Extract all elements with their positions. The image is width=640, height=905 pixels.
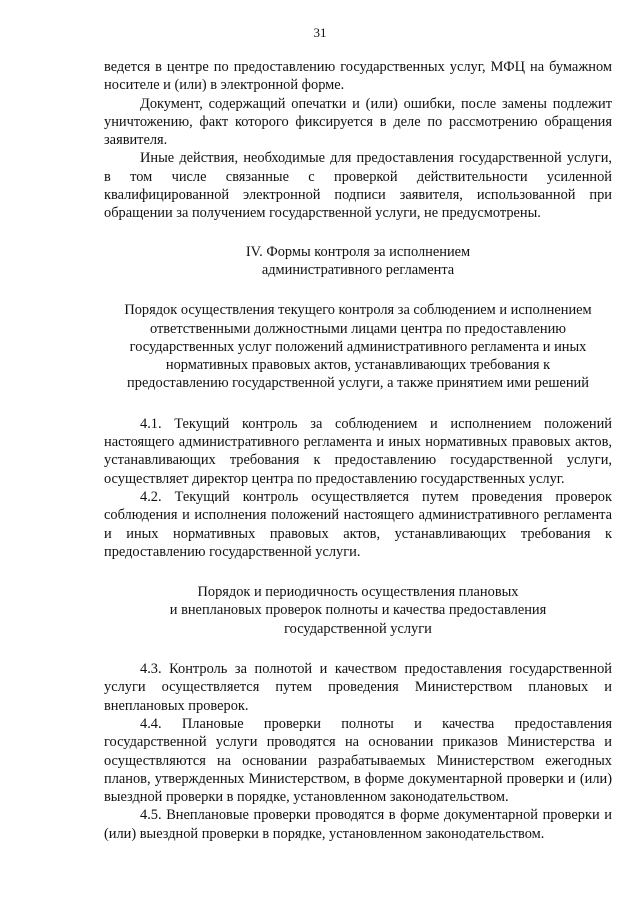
paragraph-4-1: 4.1. Текущий контроль за соблюдением и исполнением положений настоящего административного регламента и иных нормативных правовых актов, устанавливающих требования к предоставлению государственной услуги, осуществляет директор центра по предоставлению государственных услуг. (104, 415, 612, 487)
subsection-heading-current-control (104, 301, 612, 392)
subsection-heading-line: нормативных правовых актов, устанавливающих требования к (165, 357, 551, 374)
paragraph-other-actions: Иные действия, необходимые для предоставления государственной услуги, в том числе связанные с проверкой действительности усиленной квалифицированной электронной подписи заявителя, использованной при обращении за получением государственной услуги, не предусмотрены. (104, 150, 612, 222)
subsection-heading-inspections (104, 583, 612, 638)
paragraph-misprint-document: Документ, содержащий опечатки и (или) ошибки, после замены подлежит уничтожению, факт которого фиксируется в деле по рассмотрению обращения заявителя. (104, 95, 612, 149)
document-body (104, 58, 612, 843)
page-number: 31 (313, 25, 327, 40)
subsection-heading-line: ответственными должностными лицами центра по предоставлению (149, 320, 567, 337)
section-heading (104, 243, 612, 280)
subsection-heading-line: Порядок и периодичность осуществления плановых (197, 584, 519, 601)
subsection-heading-line: Порядок осуществления текущего контроля за соблюдением и исполнением (124, 302, 592, 319)
paragraph-continuation: ведется в центре по предоставлению государственных услуг, МФЦ на бумажном носителе и (или) в электронной форме. (104, 59, 612, 94)
paragraph-4-3: 4.3. Контроль за полнотой и качеством предоставления государственной услуги осуществляется путем проведения Министерством плановых и внеплановых проверок. (104, 661, 612, 714)
section-heading-line: административного регламента (261, 261, 455, 278)
section-heading-line: IV. Формы контроля за исполнением (245, 243, 471, 260)
paragraph-4-5: 4.5. Внеплановые проверки проводятся в форме документарной проверки и (или) выездной проверки в порядке, установленном законодательством. (104, 807, 612, 842)
subsection-heading-line: предоставлению государственной услуги, а также принятием ими решений (127, 375, 589, 392)
paragraph-4-4: 4.4. Плановые проверки полноты и качества предоставления государственной услуги проводятся на основании приказов Министерства и осуществляются на основании разрабатываемых Министерством ежегодных планов, утвержденных Министерством, в форме документарной проверки и (или) выездной проверки в порядке, установленном законодательством. (104, 715, 612, 806)
paragraph-4-2: 4.2. Текущий контроль осуществляется путем проведения проверок соблюдения и исполнения положений настоящего административного регламента и иных нормативных правовых актов, устанавливающих требования к предоставлению государственной услуги. (104, 488, 612, 560)
subsection-heading-line: и внеплановых проверок полноты и качества предоставления (169, 602, 547, 619)
subsection-heading-line: государственных услуг положений административного регламента и иных (129, 338, 587, 355)
subsection-heading-line: государственной услуги (284, 620, 432, 637)
